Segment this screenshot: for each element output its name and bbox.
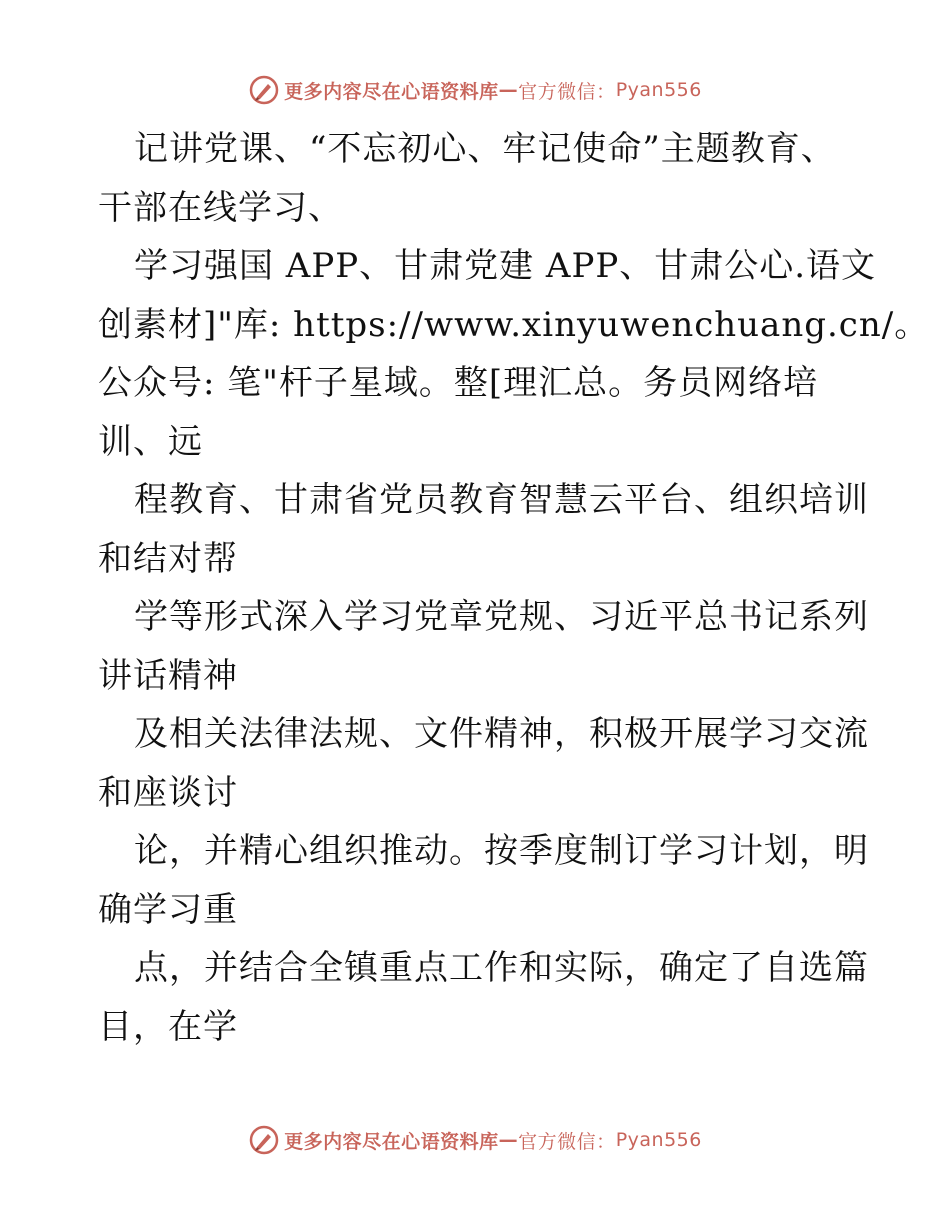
pen-logo-icon [248, 74, 280, 106]
banner-separator: — [498, 1129, 519, 1151]
banner-wechat-id: Pyan556 [615, 1129, 702, 1151]
body-line: 记讲党课、“不忘初心、牢记使命”主题教育、 [134, 129, 836, 169]
banner-brand-text: 更多内容尽在心语资料库 [284, 1130, 499, 1153]
document-body [98, 120, 930, 1056]
body-line: 公众号: 笔"杆子星域。整[理汇总。务员网络培 [98, 363, 819, 403]
footer-banner [0, 1120, 950, 1160]
body-line: 干部在线学习、 [98, 187, 343, 228]
body-line: 程教育、甘肃省党员教育智慧云平台、组织培训 [134, 480, 869, 520]
pen-logo-icon [248, 1124, 280, 1156]
banner-separator: — [498, 79, 519, 101]
body-line: 确学习重 [98, 889, 238, 930]
header-banner [0, 70, 950, 110]
body-line: 和结对帮 [98, 538, 238, 579]
banner-wechat-label: 官方微信： [518, 1130, 616, 1153]
body-line: 及相关法律法规、文件精神，积极开展学习交流 [134, 714, 869, 754]
banner-brand-text: 更多内容尽在心语资料库 [284, 80, 499, 103]
body-line: 论，并精心组织推动。按季度制订学习计划，明 [134, 831, 869, 871]
body-line: 学习强国 APP、甘肃党建 APP、甘肃公心.语文 [134, 246, 877, 286]
body-line: 创素材]"库: https://www.xinyuwenchuang.cn/。 [98, 304, 930, 345]
banner-wechat-label: 官方微信： [518, 80, 616, 103]
body-line: 讲话精神 [98, 655, 238, 696]
body-line: 训、远 [98, 421, 203, 462]
banner-wechat-id: Pyan556 [615, 79, 702, 101]
body-line: 点，并结合全镇重点工作和实际，确定了自选篇 [134, 948, 869, 988]
body-line: 和座谈讨 [98, 772, 238, 813]
body-line: 学等形式深入学习党章党规、习近平总书记系列 [134, 597, 869, 637]
body-line: 目，在学 [98, 1006, 238, 1047]
